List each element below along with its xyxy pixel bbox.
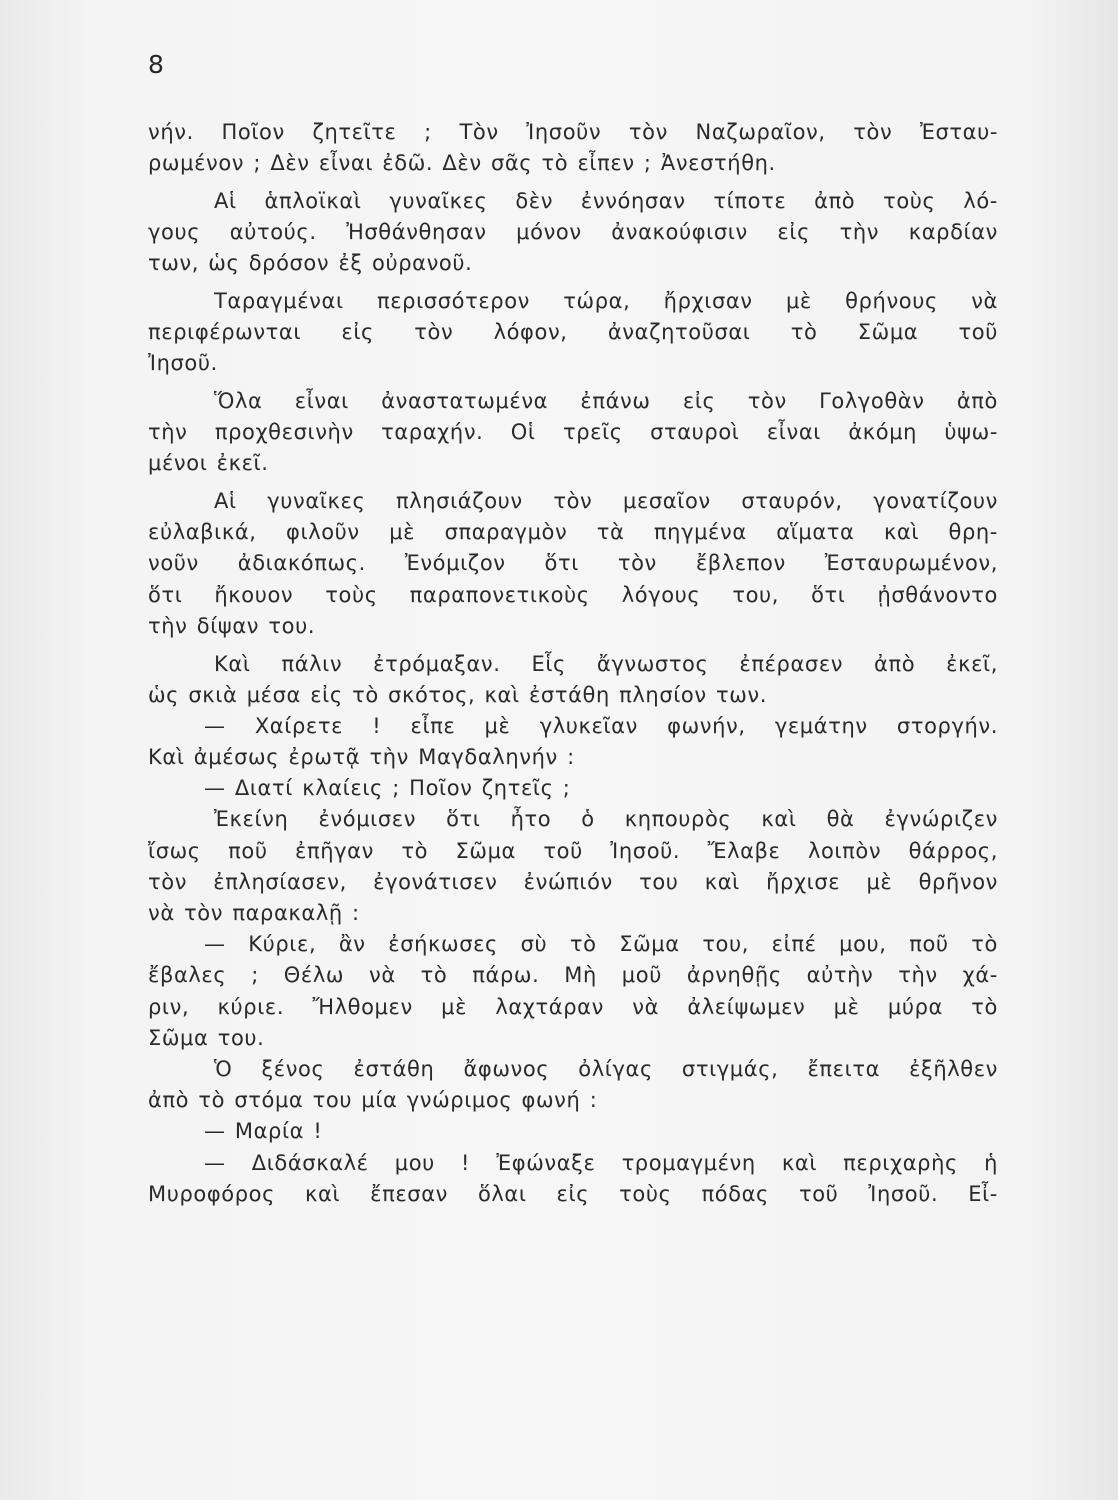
- text-line: τὸν ἐπλησίασεν, ἐγονάτισεν ἐνώπιόν του καὶ ἤρχισε μὲ θρῆνον: [148, 869, 998, 894]
- text-line: — Κύριε, ἂν ἐσήκωσες σὺ τὸ Σῶμα του, εἰπέ μου, ποῦ τὸ: [204, 932, 998, 957]
- text-line: ριν, κύριε. Ἤλθομεν μὲ λαχτάραν νὰ ἀλείψωμεν μὲ μύρα τὸ: [148, 994, 998, 1019]
- paragraph: [148, 386, 998, 480]
- text-line: ρωμένον ; Δὲν εἶναι ἐδῶ. Δὲν σᾶς τὸ εἶπεν ; Ἀνεστήθη.: [148, 151, 776, 176]
- text-line: ὡς σκιὰ μέσα εἰς τὸ σκότος, καὶ ἐστάθη πλησίον των.: [148, 682, 768, 707]
- text-line: μένοι ἐκεῖ.: [148, 451, 269, 476]
- text-line: Αἱ ἁπλοϊκαὶ γυναῖκες δὲν ἐννόησαν τίποτε ἀπὸ τοὺς λό-: [214, 188, 998, 213]
- text-line: Ταραγμέναι περισσότερον τώρα, ἤρχισαν μὲ θρήνους νὰ: [214, 288, 998, 313]
- text-line: Ὁ ξένος ἐστάθη ἄφωνος ὀλίγας στιγμάς, ἔπειτα ἐξῆλθεν: [214, 1056, 998, 1081]
- paragraph: [148, 486, 998, 642]
- text-line: τὴν δίψαν του.: [148, 613, 316, 638]
- text-line: Ἐκείνη ἐνόμισεν ὅτι ἦτο ὁ κηπουρὸς καὶ θὰ ἐγνώριζεν: [214, 807, 998, 832]
- text-line: εὐλαβικά, φιλοῦν μὲ σπαραγμὸν τὰ πηγμένα αἵματα καὶ θρη-: [148, 520, 998, 545]
- text-line: Καὶ πάλιν ἐτρόμαξαν. Εἷς ἄγνωστος ἐπέρασεν ἀπὸ ἐκεῖ,: [214, 651, 998, 676]
- paragraph: [148, 286, 998, 380]
- text-line: Ὅλα εἶναι ἀναστατωμένα ἐπάνω εἰς τὸν Γολγοθὰν ἀπὸ: [214, 389, 998, 413]
- text-line: — Διατί κλαίεις ; Ποῖον ζητεῖς ;: [204, 776, 571, 801]
- text-line: των, ὡς δρόσον ἐξ οὐρανοῦ.: [148, 251, 473, 276]
- text-line: — Χαίρετε ! εἶπε μὲ γλυκεῖαν φωνήν, γεμάτην στοργήν.: [204, 713, 998, 738]
- paragraph: [148, 117, 998, 179]
- text-line: Μυροφόρος καὶ ἔπεσαν ὅλαι εἰς τοὺς πόδας τοῦ Ἰησοῦ. Εἶ-: [148, 1181, 998, 1206]
- text-line: τὴν προχθεσινὴν ταραχήν. Οἱ τρεῖς σταυροὶ εἶναι ἀκόμη ὑψω-: [148, 420, 998, 445]
- text-line: Καὶ ἀμέσως ἐρωτᾷ τὴν Μαγδαληνήν :: [148, 745, 575, 770]
- text-line: — Μαρία !: [204, 1119, 323, 1144]
- text-line: νήν. Ποῖον ζητεῖτε ; Τὸν Ἰησοῦν τὸν Ναζωραῖον, τὸν Ἐσταυ-: [148, 120, 998, 144]
- text-line: Σῶμα του.: [148, 1025, 265, 1050]
- page-number: 8: [148, 50, 165, 79]
- text-line: νὰ τὸν παρακαλῇ :: [148, 901, 360, 925]
- text-line: περιφέρωνται εἰς τὸν λόφον, ἀναζητοῦσαι τὸ Σῶμα τοῦ: [148, 320, 998, 345]
- body-text: [148, 117, 998, 1210]
- text-line: γους αὐτούς. Ἠσθάνθησαν μόνον ἀνακούφισιν εἰς τὴν καρδίαν: [148, 220, 998, 245]
- paragraph: [148, 186, 998, 280]
- text-line: ἴσως ποῦ ἐπῆγαν τὸ Σῶμα τοῦ Ἰησοῦ. Ἔλαβε λοιπὸν θάρρος,: [148, 838, 998, 863]
- text-line: — Διδάσκαλέ μου ! Ἐφώναξε τρομαγμένη καὶ περιχαρὴς ἡ: [204, 1150, 998, 1175]
- text-line: ἔβαλες ; Θέλω νὰ τὸ πάρω. Μὴ μοῦ ἀρνηθῇς αὐτὴν τὴν χά-: [148, 963, 998, 988]
- text-line: Ἰησοῦ.: [148, 351, 218, 376]
- paragraph: [148, 649, 998, 1210]
- text-line: ὅτι ἤκουον τοὺς παραπονετικοὺς λόγους του, ὅτι ᾐσθάνοντο: [148, 582, 998, 607]
- text-line: νοῦν ἀδιακόπως. Ἐνόμιζον ὅτι τὸν ἔβλεπον Ἐσταυρωμένον,: [148, 551, 998, 576]
- text-line: Αἱ γυναῖκες πλησιάζουν τὸν μεσαῖον σταυρόν, γονατίζουν: [214, 489, 998, 514]
- text-line: ἀπὸ τὸ στόμα του μία γνώριμος φωνή :: [148, 1088, 598, 1113]
